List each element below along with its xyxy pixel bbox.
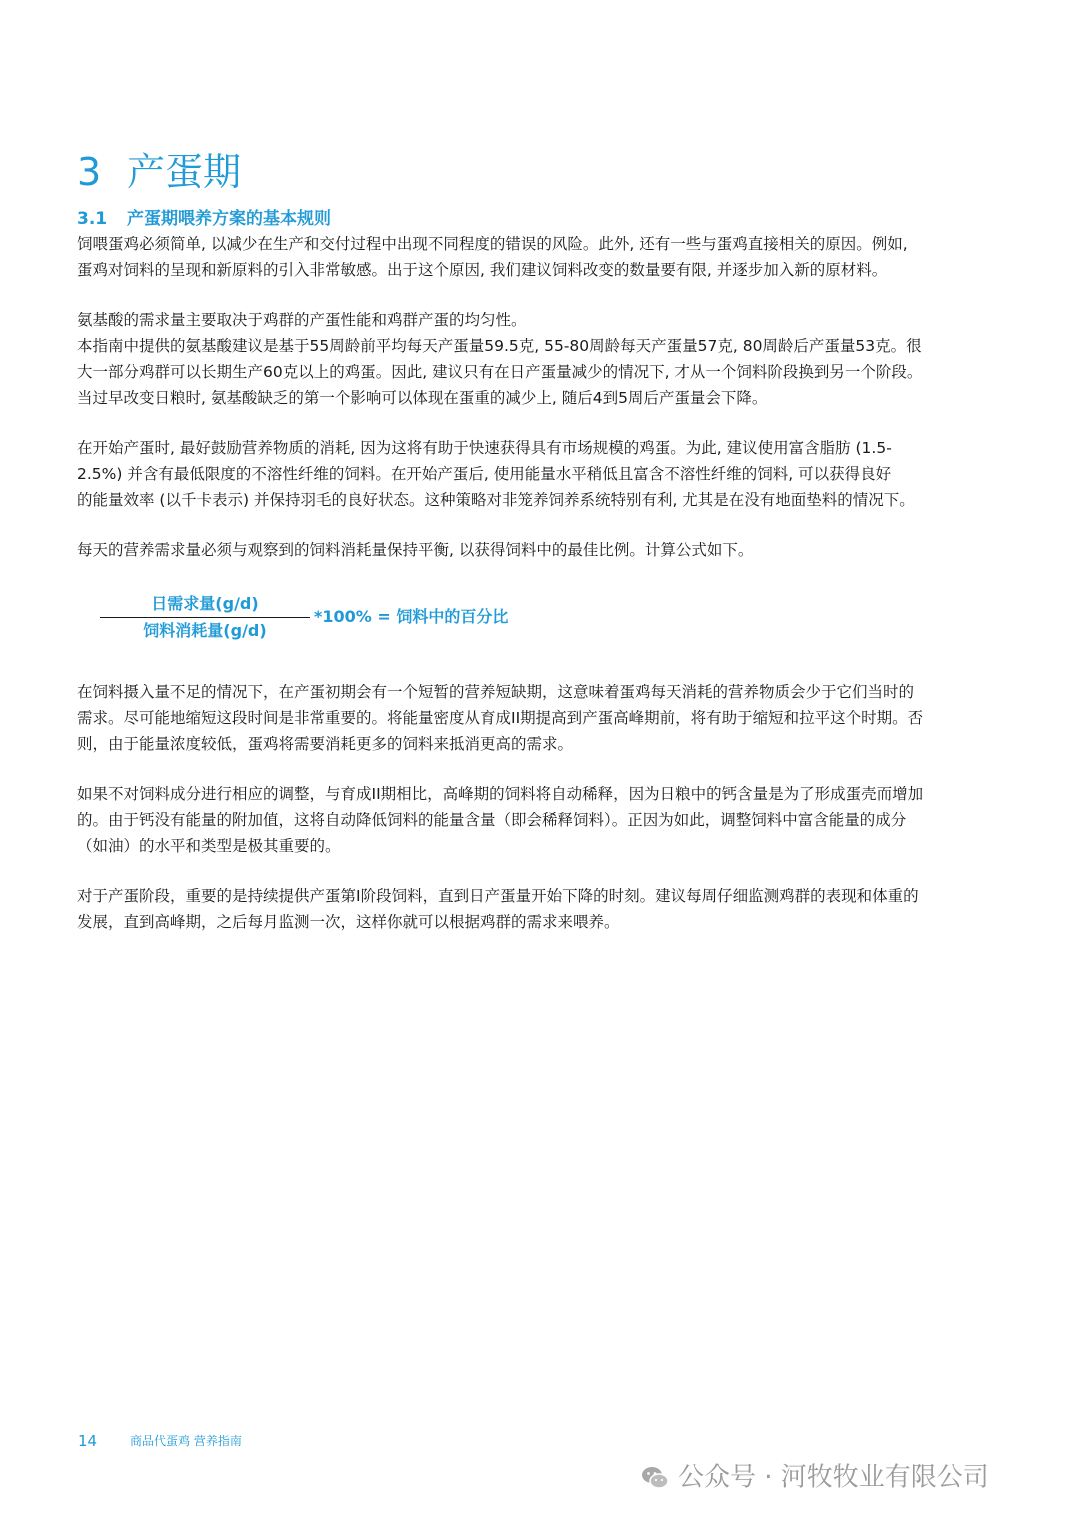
text-line: 当过早改变日粮时, 氨基酸缺乏的第一个影响可以体现在蛋重的减少上, 随后4到5周后产蛋量会下降。 — [77, 389, 768, 407]
paragraph-intake-shortage — [77, 679, 977, 757]
text-line: 2.5%) 并含有最低限度的不溶性纤维的饲料。在开始产蛋后, 使用能量水平稍低且富含不溶性纤维的饲料, 可以获得良好 — [77, 465, 892, 483]
paragraph-start-laying — [77, 435, 977, 513]
formula-result: *100% = 饲料中的百分比 — [314, 607, 509, 626]
text-line: 本指南中提供的氨基酸建议是基于55周龄前平均每天产蛋量59.5克, 55-80周龄每天产蛋量57克, 80周龄后产蛋量53克。很 — [77, 337, 922, 355]
text-line: 如果不对饲料成分进行相应的调整，与育成II期相比，高峰期的饲料将自动稀释，因为日粮中的钙含量是为了形成蛋壳而增加 — [77, 785, 924, 803]
watermark-text: 公众号 · 河牧牧业有限公司 — [678, 1462, 989, 1493]
paragraph-dilution — [77, 781, 977, 859]
text-line: 蛋鸡对饲料的呈现和新原料的引入非常敏感。出于这个原因, 我们建议饲料改变的数量要有限, 并逐步加入新的原材料。 — [77, 261, 888, 279]
text-line: 的。由于钙没有能量的附加值，这将自动降低饲料的能量含量（即会稀释饲料）。正因为如此，调整饲料中富含能量的成分 — [77, 811, 907, 829]
paragraph-feeding-simple — [77, 231, 977, 283]
text-line: 的能量效率 (以千卡表示) 并保持羽毛的良好状态。这种策略对非笼养饲养系统特别有利, 尤其是在没有地面垫料的情况下。 — [77, 491, 915, 509]
text-line: 氨基酸的需求量主要取决于鸡群的产蛋性能和鸡群产蛋的均匀性。 — [77, 311, 527, 329]
text-line: 发展，直到高峰期，之后每月监测一次，这样你就可以根据鸡群的需求来喂养。 — [77, 913, 620, 931]
paragraph-laying-phase — [77, 883, 977, 935]
text-line: 饲喂蛋鸡必须简单, 以减少在生产和交付过程中出现不同程度的错误的风险。此外, 还有一些与蛋鸡直接相关的原因。例如, — [77, 235, 908, 253]
text-line: 大一部分鸡群可以长期生产60克以上的鸡蛋。因此, 建议只有在日产蛋量减少的情况下, 才从一个饲料阶段换到另一个阶段。 — [77, 363, 923, 381]
chapter-title: 产蛋期 — [127, 150, 242, 194]
text-line: 在饲料摄入量不足的情况下，在产蛋初期会有一个短暂的营养短缺期，这意味着蛋鸡每天消耗的营养物质会少于它们当时的 — [77, 683, 915, 701]
text-line: 在开始产蛋时, 最好鼓励营养物质的消耗, 因为这将有助于快速获得具有市场规模的鸡蛋。为此, 建议使用富含脂肪 (1.5- — [77, 439, 892, 457]
formula-denominator: 饲料消耗量(g/d) — [143, 621, 267, 640]
formula-fraction — [100, 592, 310, 643]
fraction-bar — [100, 617, 310, 618]
paragraph-daily-requirement — [77, 537, 977, 563]
paragraph-amino-acids — [77, 307, 977, 411]
wechat-icon — [640, 1463, 670, 1493]
chapter-number: 3 — [77, 150, 102, 194]
text-line: 需求。尽可能地缩短这段时间是非常重要的。将能量密度从育成II期提高到产蛋高峰期前，将有助于缩短和拉平这个时期。否 — [77, 709, 924, 727]
watermark — [640, 1460, 989, 1495]
page-number: 14 — [78, 1432, 98, 1450]
text-line: 则，由于能量浓度较低，蛋鸡将需要消耗更多的饲料来抵消更高的需求。 — [77, 735, 574, 753]
section-number: 3.1 — [77, 209, 108, 229]
chapter-heading — [77, 148, 241, 196]
footer-doc-title: 商品代蛋鸡 营养指南 — [130, 1434, 242, 1448]
section-heading — [77, 207, 331, 231]
section-title: 产蛋期喂养方案的基本规则 — [127, 209, 331, 229]
text-line: （如油）的水平和类型是极其重要的。 — [77, 837, 341, 855]
formula-numerator: 日需求量(g/d) — [151, 594, 259, 613]
text-line: 每天的营养需求量必须与观察到的饲料消耗量保持平衡, 以获得饲料中的最佳比例。计算公式如下。 — [77, 541, 754, 559]
text-line: 对于产蛋阶段，重要的是持续提供产蛋第I阶段饲料，直到日产蛋量开始下降的时刻。建议每周仔细监测鸡群的表现和体重的 — [77, 887, 919, 905]
